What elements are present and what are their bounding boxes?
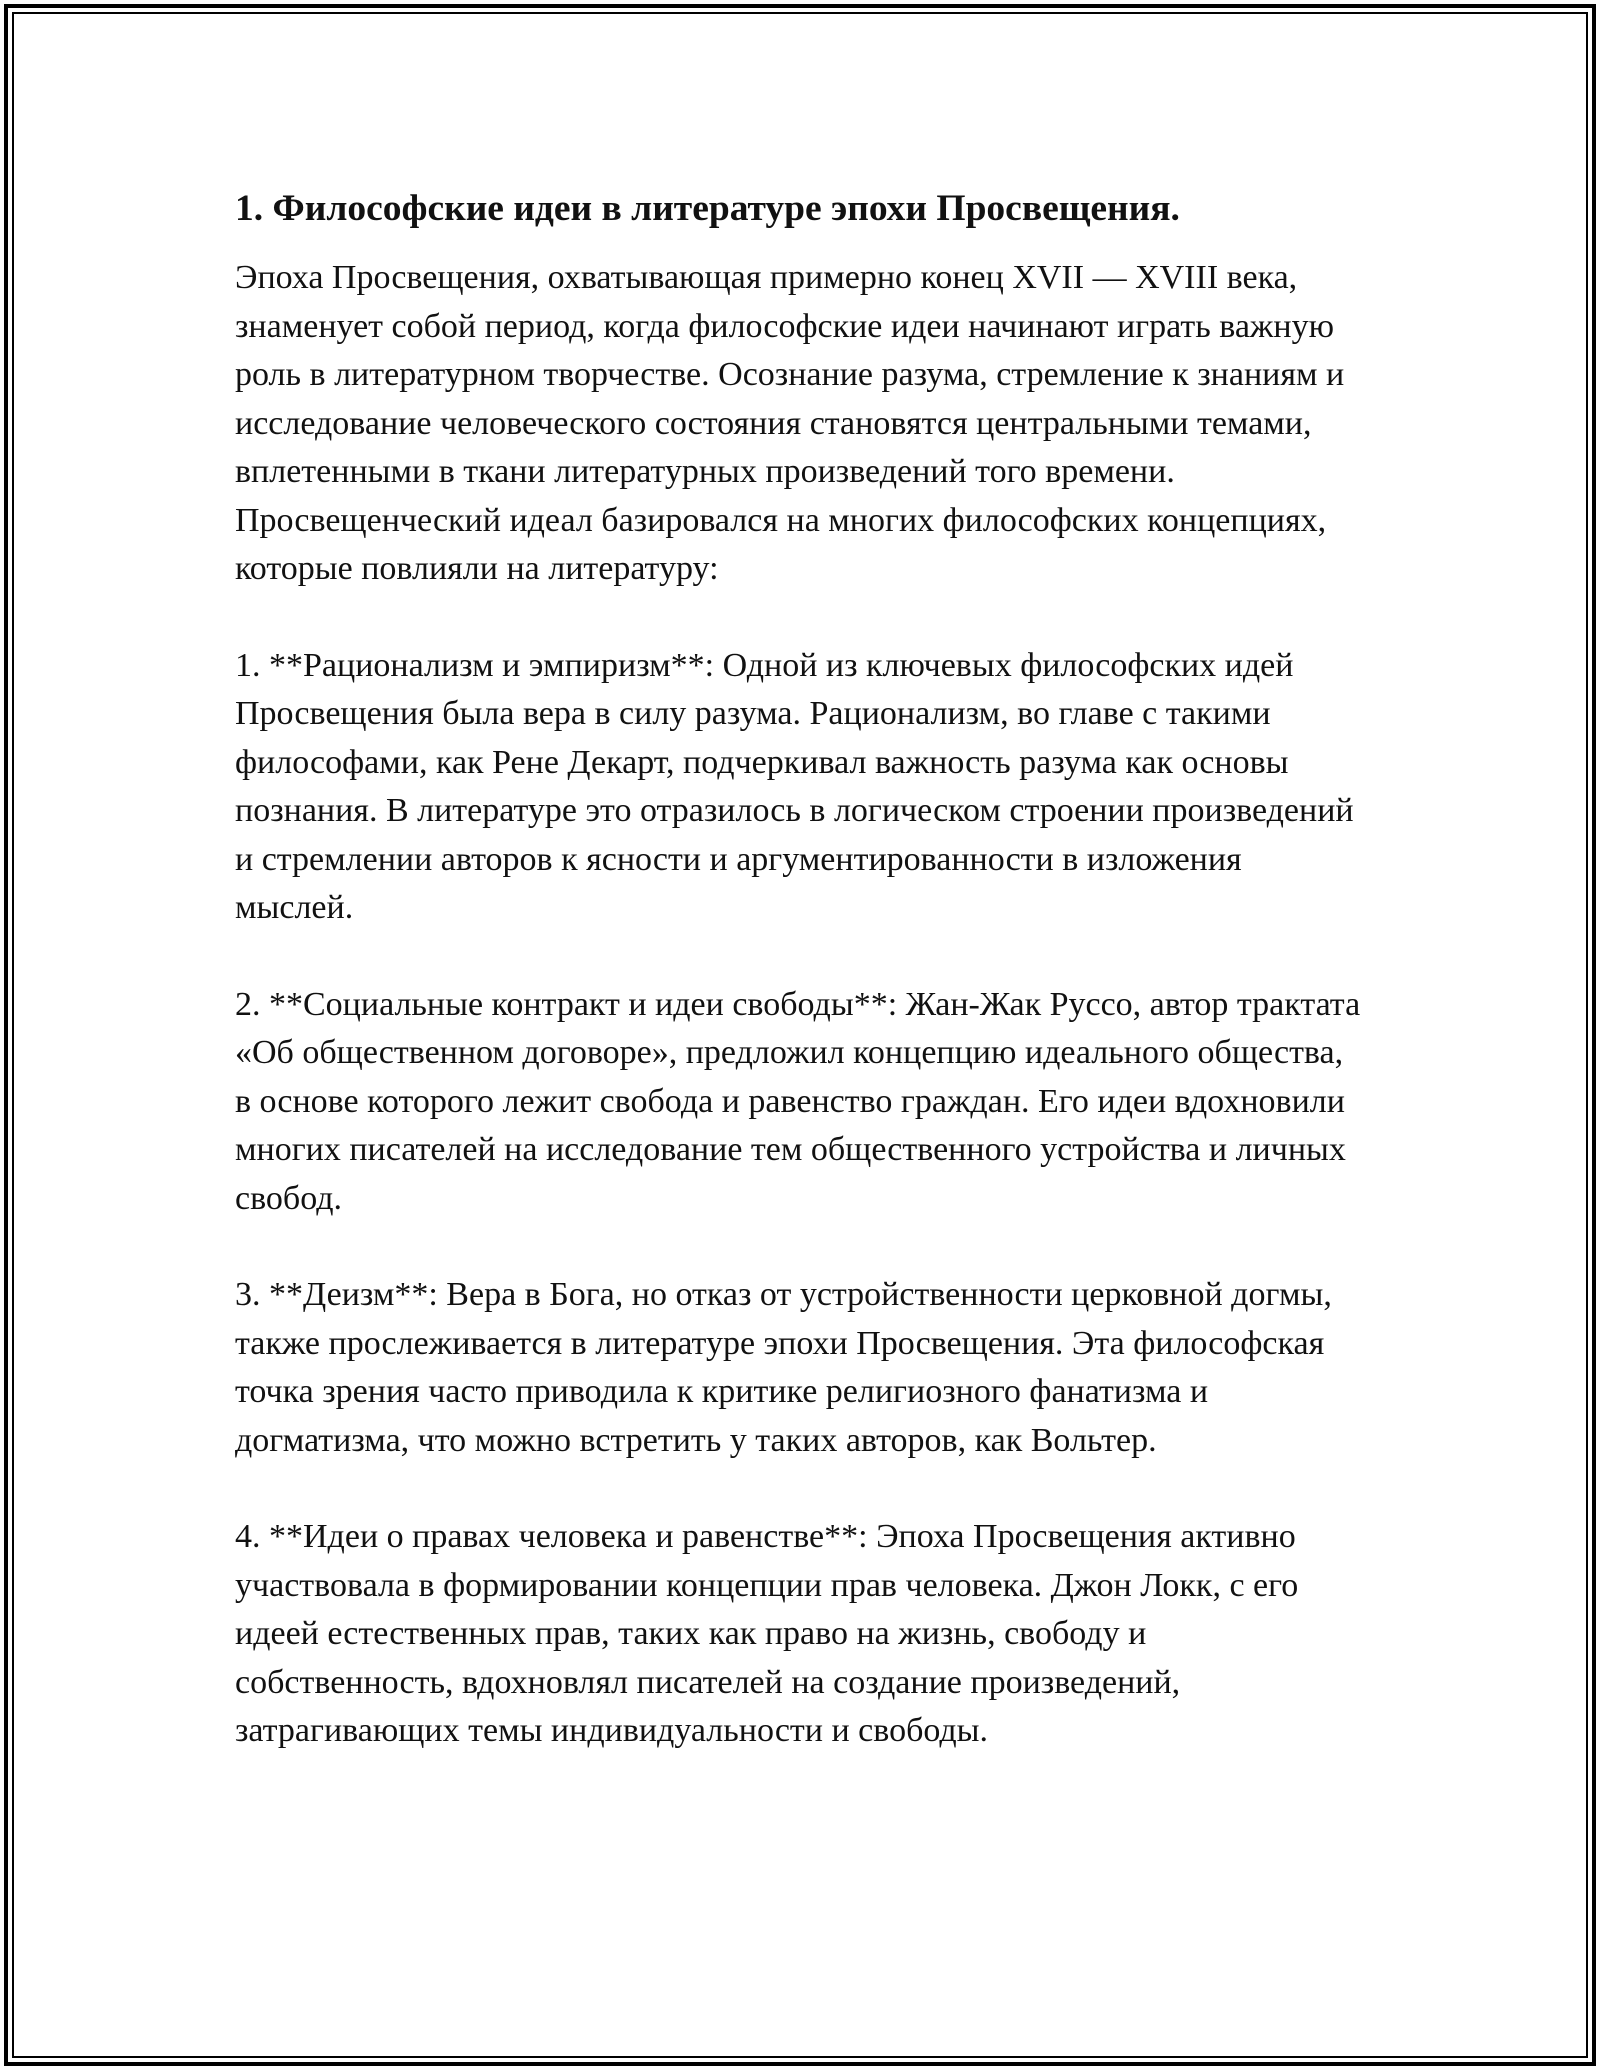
- document-title: 1. Философские идеи в литературе эпохи Просвещения.: [235, 188, 1180, 229]
- paragraph-deism: 3. **Деизм**: Вера в Бога, но отказ от устройственности церковной догмы, также прослеживается в литературе эпохи Просвещения. Эта философская точка зрения часто приводила к критике религиозного фанатизма и догматизма, что можно встретить у таких авторов, как Вольтер.: [235, 1276, 1332, 1459]
- paragraph-rationalism: 1. **Рационализм и эмпиризм**: Одной из ключевых философских идей Просвещения была вера в силу разума. Рационализм, во главе с такими философами, как Рене Декарт, подчеркивал важность разума как основы познания. В литературе это отразилось в логическом строении произведений и стремлении авторов к ясности и аргументированности в изложения мыслей.: [235, 646, 1354, 926]
- intro-paragraph: Эпоха Просвещения, охватывающая примерно конец XVII — XVIII века, знаменует собой период, когда философские идеи начинают играть важную роль в литературном творчестве. Осознание разума, стремление к знаниям и исследование человеческого состояния становятся центральными темами, вплетенными в ткани литературных произведений того времени. Просвещенческий идеал базировался на многих философских концепциях, которые повлияли на литературу:: [235, 259, 1345, 587]
- document-body: [235, 185, 1365, 1804]
- paragraph-social-contract: 2. **Социальные контракт и идеи свободы**: Жан-Жак Руссо, автор трактата «Об общественном договоре», предложил концепцию идеального общества, в основе которого лежит свобода и равенство граждан. Его идеи вдохновили многих писателей на исследование тем общественного устройства и личных свобод.: [235, 985, 1361, 1217]
- paragraph-human-rights: 4. **Идеи о правах человека и равенстве**: Эпоха Просвещения активно участвовала в формировании концепции прав человека. Джон Локк, с его идеей естественных прав, таких как право на жизнь, свободу и собственность, вдохновлял писателей на создание произведений, затрагивающих темы индивидуальности и свободы.: [235, 1518, 1299, 1749]
